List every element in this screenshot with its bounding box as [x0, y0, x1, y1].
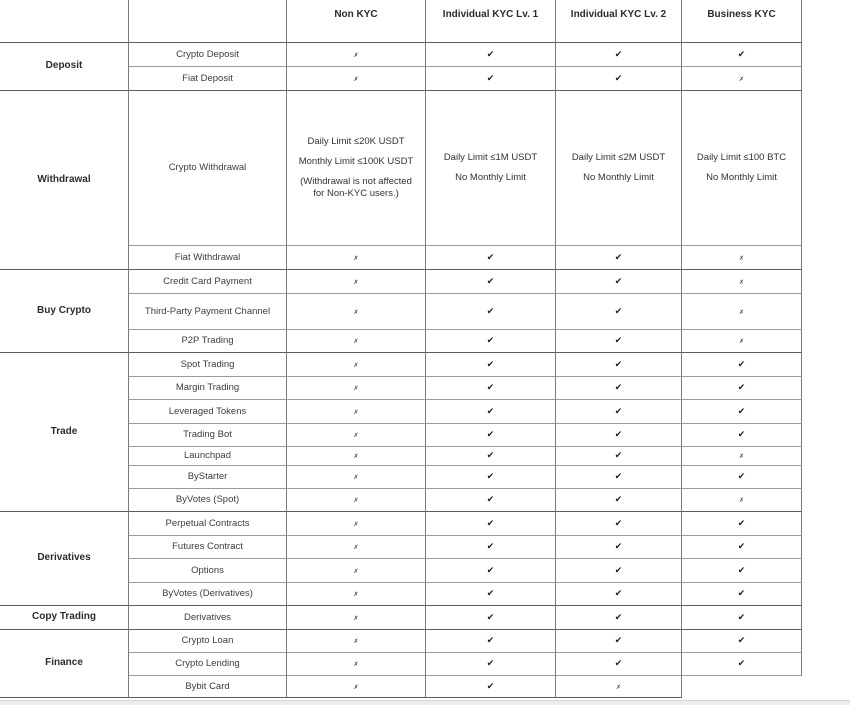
unavailable-cell	[682, 270, 802, 294]
cross-icon: ✗	[353, 76, 359, 83]
cross-icon: ✗	[738, 339, 745, 346]
available-cell	[682, 43, 802, 67]
unavailable-cell	[287, 676, 426, 698]
unavailable-cell	[682, 330, 802, 353]
limit-text-line: Daily Limit ≤1M USDT	[443, 152, 538, 164]
cross-icon: ✗	[353, 592, 359, 599]
available-cell	[426, 583, 556, 606]
feature-cell-fiat-deposit: Fiat Deposit	[129, 67, 287, 91]
column-header-feature	[129, 0, 287, 43]
available-cell	[426, 512, 556, 536]
check-icon: ✔	[614, 48, 623, 59]
unavailable-cell	[682, 294, 802, 330]
available-cell	[682, 606, 802, 630]
cross-icon: ✗	[353, 684, 359, 691]
unavailable-cell	[287, 377, 426, 400]
cross-icon: ✗	[738, 76, 745, 83]
unavailable-cell	[287, 294, 426, 330]
cross-icon: ✗	[353, 545, 359, 552]
check-icon: ✔	[737, 405, 746, 416]
check-icon: ✔	[614, 450, 623, 461]
feature-cell-options: Options	[129, 559, 287, 583]
feature-cell-crypto-lending: Crypto Lending	[129, 653, 287, 676]
cross-icon: ✗	[353, 409, 359, 416]
check-icon: ✔	[486, 541, 495, 552]
cross-icon: ✗	[738, 279, 745, 286]
available-cell	[426, 424, 556, 447]
feature-cell-crypto-withdrawal: Crypto Withdrawal	[129, 91, 287, 246]
available-cell	[682, 400, 802, 424]
available-cell	[556, 294, 682, 330]
cross-icon: ✗	[353, 52, 359, 59]
limit-text-cell	[556, 91, 682, 246]
check-icon: ✔	[486, 251, 495, 262]
check-icon: ✔	[614, 658, 623, 669]
feature-cell-third-party-payment-channel: Third-Party Payment Channel	[129, 294, 287, 330]
column-header-business-kyc: Business KYC	[682, 0, 802, 43]
cross-icon: ✗	[353, 498, 359, 505]
table-row-crypto-withdrawal	[0, 91, 802, 246]
cross-icon: ✗	[353, 615, 359, 622]
table-header	[0, 0, 802, 43]
unavailable-cell	[287, 43, 426, 67]
limit-text-cell	[682, 91, 802, 246]
limit-text-cell	[287, 91, 426, 246]
unavailable-cell	[287, 447, 426, 466]
available-cell	[426, 270, 556, 294]
cross-icon: ✗	[353, 362, 359, 369]
check-icon: ✔	[737, 658, 746, 669]
category-cell-derivatives: Derivatives	[0, 512, 129, 606]
limit-text-line: Daily Limit ≤20K USDT	[307, 136, 405, 148]
check-icon: ✔	[486, 680, 495, 691]
check-icon: ✔	[486, 275, 495, 286]
available-cell	[426, 294, 556, 330]
cross-icon: ✗	[353, 454, 359, 461]
available-cell	[426, 447, 556, 466]
cross-icon: ✗	[738, 454, 745, 461]
available-cell	[556, 377, 682, 400]
available-cell	[426, 466, 556, 489]
check-icon: ✔	[486, 72, 495, 83]
limit-text-line: No Monthly Limit	[455, 172, 526, 183]
feature-cell-p2p-trading: P2P Trading	[129, 330, 287, 353]
table-row-crypto-loan	[0, 630, 802, 653]
available-cell	[556, 583, 682, 606]
available-cell	[426, 676, 556, 698]
available-cell	[556, 270, 682, 294]
feature-cell-bybit-card: Bybit Card	[129, 676, 287, 698]
check-icon: ✔	[614, 72, 623, 83]
cross-icon: ✗	[353, 568, 359, 575]
check-icon: ✔	[486, 658, 495, 669]
available-cell	[556, 353, 682, 377]
available-cell	[426, 246, 556, 270]
cross-icon: ✗	[353, 662, 359, 669]
check-icon: ✔	[614, 541, 623, 552]
column-header-individual-kyc-lv-2: Individual KYC Lv. 2	[556, 0, 682, 43]
available-cell	[682, 653, 802, 676]
check-icon: ✔	[614, 588, 623, 599]
unavailable-cell	[287, 630, 426, 653]
unavailable-cell	[287, 424, 426, 447]
feature-cell-crypto-loan: Crypto Loan	[129, 630, 287, 653]
table-row-spot-trading	[0, 353, 802, 377]
check-icon: ✔	[486, 517, 495, 528]
category-cell-finance: Finance	[0, 630, 129, 698]
feature-cell-bystarter: ByStarter	[129, 466, 287, 489]
check-icon: ✔	[737, 471, 746, 482]
cross-icon: ✗	[738, 498, 745, 505]
available-cell	[556, 424, 682, 447]
column-header-individual-kyc-lv-1: Individual KYC Lv. 1	[426, 0, 556, 43]
limit-text-line: Monthly Limit ≤100K USDT	[298, 156, 414, 168]
available-cell	[556, 400, 682, 424]
limit-text-line: No Monthly Limit	[583, 172, 654, 183]
unavailable-cell	[287, 353, 426, 377]
feature-cell-fiat-withdrawal: Fiat Withdrawal	[129, 246, 287, 270]
check-icon: ✔	[486, 429, 495, 440]
check-icon: ✔	[486, 564, 495, 575]
check-icon: ✔	[486, 358, 495, 369]
check-icon: ✔	[486, 611, 495, 622]
cross-icon: ✗	[353, 309, 359, 316]
check-icon: ✔	[737, 382, 746, 393]
feature-cell-spot-trading: Spot Trading	[129, 353, 287, 377]
feature-cell-launchpad: Launchpad	[129, 447, 287, 466]
check-icon: ✔	[614, 305, 623, 316]
limit-text-line: Daily Limit ≤100 BTC	[696, 152, 787, 164]
check-icon: ✔	[737, 358, 746, 369]
available-cell	[682, 466, 802, 489]
column-header-category	[0, 0, 129, 43]
unavailable-cell	[287, 466, 426, 489]
check-icon: ✔	[614, 635, 623, 646]
check-icon: ✔	[737, 541, 746, 552]
category-cell-copy-trading: Copy Trading	[0, 606, 129, 630]
unavailable-cell	[556, 676, 682, 698]
cross-icon: ✗	[353, 475, 359, 482]
check-icon: ✔	[486, 405, 495, 416]
limit-text-line: Daily Limit ≤2M USDT	[571, 152, 666, 164]
available-cell	[426, 536, 556, 559]
cross-icon: ✗	[353, 521, 359, 528]
check-icon: ✔	[486, 48, 495, 59]
feature-cell-leveraged-tokens: Leveraged Tokens	[129, 400, 287, 424]
check-icon: ✔	[486, 471, 495, 482]
limit-text-line: (Withdrawal is not affected for Non-KYC users.)	[300, 176, 412, 199]
available-cell	[556, 447, 682, 466]
available-cell	[426, 67, 556, 91]
available-cell	[426, 400, 556, 424]
available-cell	[556, 246, 682, 270]
available-cell	[682, 424, 802, 447]
cross-icon: ✗	[353, 339, 359, 346]
available-cell	[426, 43, 556, 67]
available-cell	[682, 583, 802, 606]
unavailable-cell	[287, 559, 426, 583]
feature-cell-derivatives: Derivatives	[129, 606, 287, 630]
available-cell	[426, 606, 556, 630]
cross-icon: ✗	[738, 309, 745, 316]
check-icon: ✔	[614, 251, 623, 262]
check-icon: ✔	[614, 335, 623, 346]
cross-icon: ✗	[353, 433, 359, 440]
check-icon: ✔	[614, 429, 623, 440]
limit-text-cell	[426, 91, 556, 246]
available-cell	[426, 489, 556, 512]
check-icon: ✔	[486, 635, 495, 646]
check-icon: ✔	[737, 48, 746, 59]
available-cell	[426, 630, 556, 653]
available-cell	[556, 43, 682, 67]
available-cell	[426, 377, 556, 400]
available-cell	[556, 67, 682, 91]
check-icon: ✔	[486, 450, 495, 461]
check-icon: ✔	[614, 405, 623, 416]
check-icon: ✔	[614, 564, 623, 575]
feature-cell-futures-contract: Futures Contract	[129, 536, 287, 559]
cross-icon: ✗	[353, 255, 359, 262]
available-cell	[682, 353, 802, 377]
check-icon: ✔	[486, 335, 495, 346]
check-icon: ✔	[486, 494, 495, 505]
cross-icon: ✗	[738, 255, 745, 262]
available-cell	[426, 653, 556, 676]
available-cell	[682, 630, 802, 653]
check-icon: ✔	[614, 358, 623, 369]
available-cell	[556, 559, 682, 583]
check-icon: ✔	[614, 471, 623, 482]
check-icon: ✔	[737, 564, 746, 575]
category-cell-buy-crypto: Buy Crypto	[0, 270, 129, 353]
available-cell	[556, 630, 682, 653]
available-cell	[682, 512, 802, 536]
cross-icon: ✗	[353, 639, 359, 646]
category-cell-withdrawal: Withdrawal	[0, 91, 129, 270]
check-icon: ✔	[737, 588, 746, 599]
available-cell	[426, 559, 556, 583]
cross-icon: ✗	[353, 386, 359, 393]
unavailable-cell	[287, 246, 426, 270]
check-icon: ✔	[486, 305, 495, 316]
check-icon: ✔	[614, 275, 623, 286]
feature-cell-perpetual-contracts: Perpetual Contracts	[129, 512, 287, 536]
unavailable-cell	[287, 536, 426, 559]
available-cell	[682, 377, 802, 400]
cross-icon: ✗	[615, 684, 622, 691]
table-row-derivatives	[0, 606, 802, 630]
available-cell	[556, 512, 682, 536]
limit-text-line: No Monthly Limit	[706, 172, 777, 183]
check-icon: ✔	[737, 429, 746, 440]
horizontal-scrollbar-track[interactable]	[0, 700, 850, 705]
feature-cell-margin-trading: Margin Trading	[129, 377, 287, 400]
feature-cell-byvotes-spot: ByVotes (Spot)	[129, 489, 287, 512]
check-icon: ✔	[737, 611, 746, 622]
unavailable-cell	[287, 330, 426, 353]
table-row-perpetual-contracts	[0, 512, 802, 536]
check-icon: ✔	[486, 588, 495, 599]
check-icon: ✔	[737, 635, 746, 646]
unavailable-cell	[682, 67, 802, 91]
check-icon: ✔	[614, 611, 623, 622]
table-body	[0, 43, 802, 698]
available-cell	[426, 330, 556, 353]
unavailable-cell	[682, 489, 802, 512]
feature-cell-byvotes-derivatives: ByVotes (Derivatives)	[129, 583, 287, 606]
category-cell-trade: Trade	[0, 353, 129, 512]
available-cell	[682, 559, 802, 583]
column-header-non-kyc: Non KYC	[287, 0, 426, 43]
check-icon: ✔	[614, 517, 623, 528]
feature-cell-crypto-deposit: Crypto Deposit	[129, 43, 287, 67]
available-cell	[682, 536, 802, 559]
unavailable-cell	[287, 512, 426, 536]
available-cell	[426, 353, 556, 377]
unavailable-cell	[287, 653, 426, 676]
unavailable-cell	[287, 270, 426, 294]
category-cell-deposit: Deposit	[0, 43, 129, 91]
unavailable-cell	[682, 447, 802, 466]
check-icon: ✔	[614, 494, 623, 505]
header-row	[0, 0, 802, 43]
available-cell	[556, 536, 682, 559]
unavailable-cell	[287, 606, 426, 630]
check-icon: ✔	[614, 382, 623, 393]
available-cell	[556, 330, 682, 353]
unavailable-cell	[682, 246, 802, 270]
unavailable-cell	[287, 400, 426, 424]
feature-cell-trading-bot: Trading Bot	[129, 424, 287, 447]
unavailable-cell	[287, 489, 426, 512]
table-row-credit-card-payment	[0, 270, 802, 294]
check-icon: ✔	[737, 517, 746, 528]
unavailable-cell	[287, 67, 426, 91]
available-cell	[556, 489, 682, 512]
available-cell	[556, 653, 682, 676]
table-row-crypto-deposit	[0, 43, 802, 67]
feature-cell-credit-card-payment: Credit Card Payment	[129, 270, 287, 294]
unavailable-cell	[287, 583, 426, 606]
available-cell	[556, 606, 682, 630]
check-icon: ✔	[486, 382, 495, 393]
cross-icon: ✗	[353, 279, 359, 286]
available-cell	[556, 466, 682, 489]
